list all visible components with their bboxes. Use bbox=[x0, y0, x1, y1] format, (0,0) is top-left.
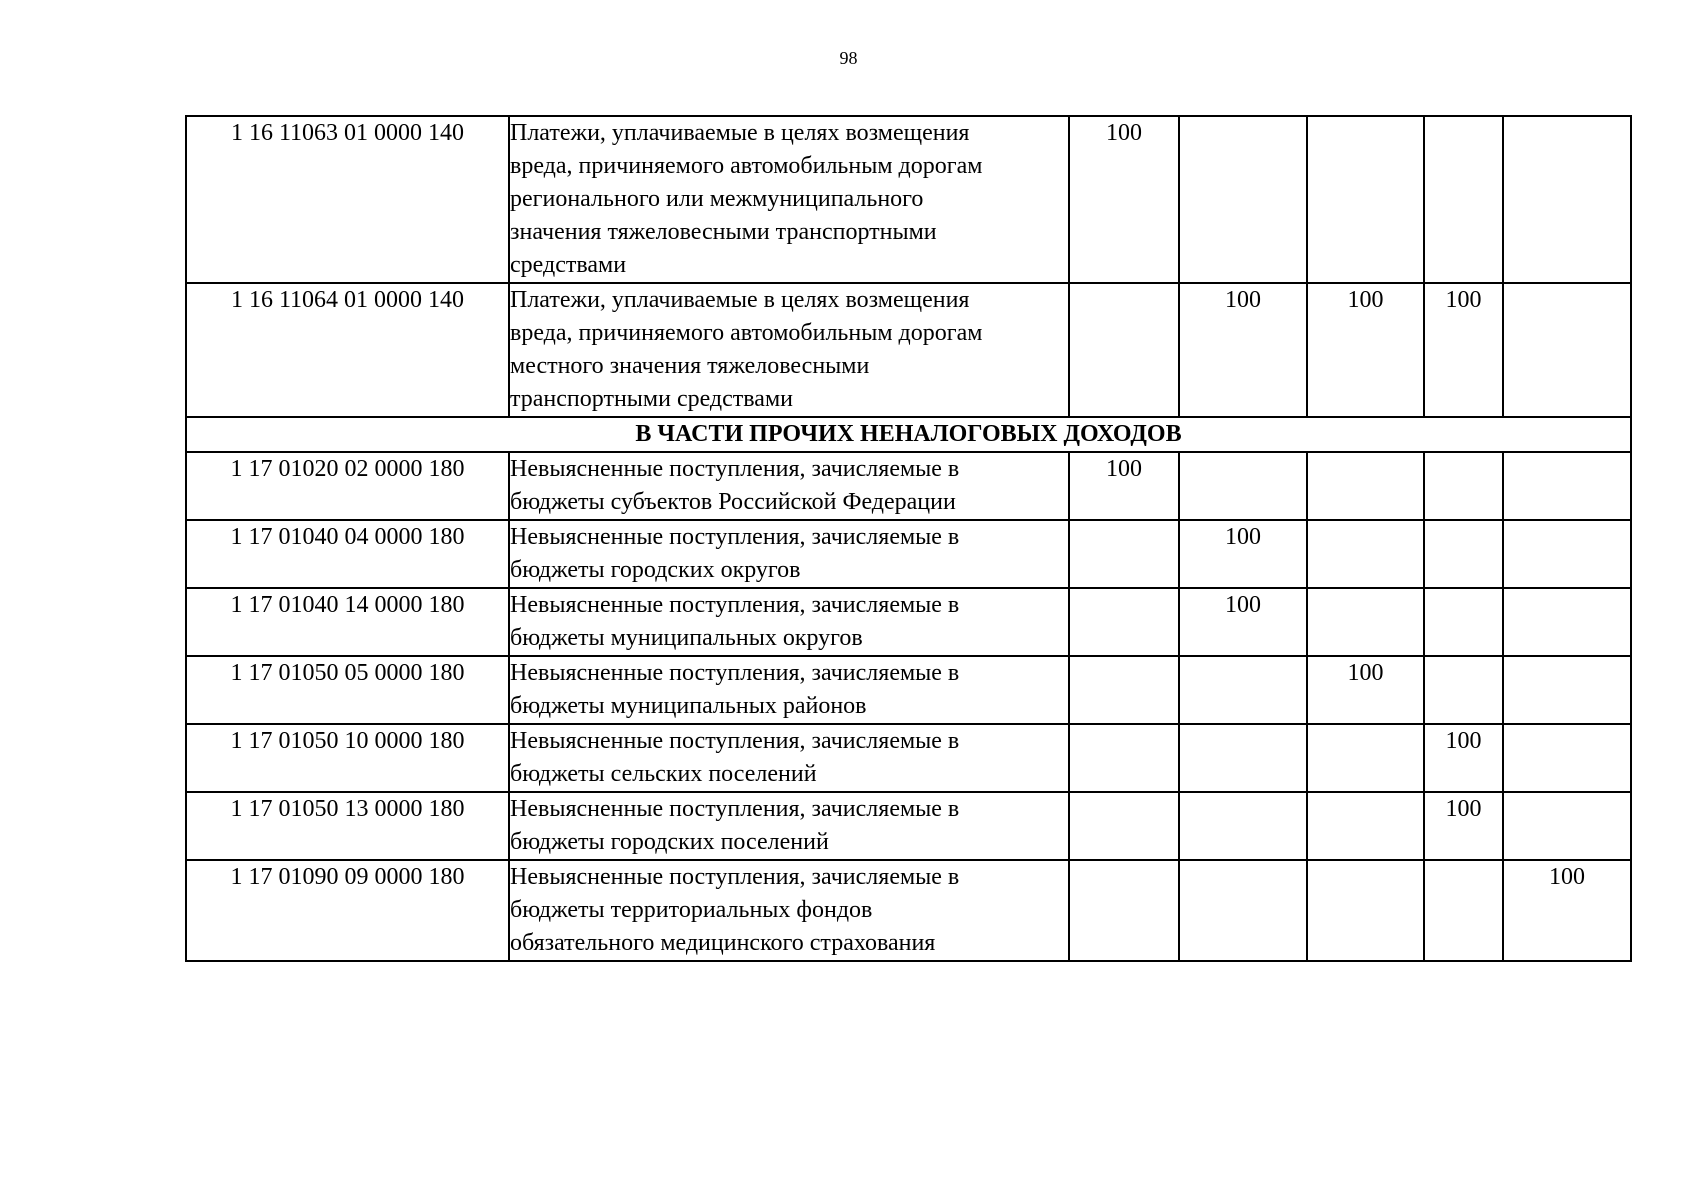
percentage-cell: 100 bbox=[1424, 792, 1503, 860]
description-cell bbox=[509, 283, 1069, 417]
percentage-cell bbox=[1503, 520, 1631, 588]
table-row bbox=[186, 588, 1631, 656]
table-row bbox=[186, 520, 1631, 588]
percentage-cell bbox=[1179, 724, 1307, 792]
table-row bbox=[186, 656, 1631, 724]
description-cell bbox=[509, 656, 1069, 724]
table-row bbox=[186, 452, 1631, 520]
description-line: бюджеты территориальных фондов bbox=[510, 897, 873, 923]
description-line: Невыясненные поступления, зачисляемые в bbox=[510, 728, 960, 754]
table-row bbox=[186, 792, 1631, 860]
budget-code-cell: 1 17 01050 13 0000 180 bbox=[186, 792, 509, 860]
description-line: бюджеты субъектов Российской Федерации bbox=[510, 489, 956, 515]
table-row bbox=[186, 860, 1631, 961]
percentage-cell: 100 bbox=[1069, 116, 1179, 283]
description-cell bbox=[509, 452, 1069, 520]
budget-code-cell: 1 17 01050 05 0000 180 bbox=[186, 656, 509, 724]
percentage-cell bbox=[1424, 656, 1503, 724]
description-cell bbox=[509, 724, 1069, 792]
description-line: вреда, причиняемого автомобильным дорогам bbox=[510, 153, 983, 179]
budget-code-cell: 1 17 01090 09 0000 180 bbox=[186, 860, 509, 961]
percentage-cell: 100 bbox=[1424, 724, 1503, 792]
description-line: бюджеты городских округов bbox=[510, 557, 801, 583]
percentage-cell bbox=[1424, 116, 1503, 283]
description-line: Невыясненные поступления, зачисляемые в bbox=[510, 864, 960, 890]
percentage-cell bbox=[1424, 588, 1503, 656]
description-line: Невыясненные поступления, зачисляемые в bbox=[510, 796, 960, 822]
section-header-row bbox=[186, 417, 1631, 452]
description-cell bbox=[509, 792, 1069, 860]
description-line: обязательного медицинского страхования bbox=[510, 930, 936, 956]
percentage-cell bbox=[1069, 283, 1179, 417]
percentage-cell bbox=[1069, 656, 1179, 724]
percentage-cell: 100 bbox=[1424, 283, 1503, 417]
description-line: бюджеты муниципальных районов bbox=[510, 693, 867, 719]
percentage-cell bbox=[1424, 520, 1503, 588]
description-line: Платежи, уплачиваемые в целях возмещения bbox=[510, 120, 970, 146]
percentage-cell bbox=[1069, 724, 1179, 792]
description-line: Невыясненные поступления, зачисляемые в bbox=[510, 592, 960, 618]
percentage-cell bbox=[1503, 283, 1631, 417]
table-body bbox=[186, 116, 1631, 961]
description-line: Невыясненные поступления, зачисляемые в bbox=[510, 456, 960, 482]
section-title: В ЧАСТИ ПРОЧИХ НЕНАЛОГОВЫХ ДОХОДОВ bbox=[186, 417, 1631, 452]
table-row bbox=[186, 283, 1631, 417]
percentage-cell: 100 bbox=[1179, 588, 1307, 656]
description-line: бюджеты сельских поселений bbox=[510, 761, 817, 787]
percentage-cell bbox=[1503, 116, 1631, 283]
description-cell bbox=[509, 520, 1069, 588]
budget-code-cell: 1 16 11063 01 0000 140 bbox=[186, 116, 509, 283]
percentage-cell bbox=[1069, 860, 1179, 961]
percentage-cell bbox=[1179, 452, 1307, 520]
percentage-cell bbox=[1424, 452, 1503, 520]
percentage-cell bbox=[1307, 452, 1424, 520]
percentage-cell bbox=[1307, 116, 1424, 283]
description-line: бюджеты городских поселений bbox=[510, 829, 829, 855]
budget-code-cell: 1 17 01040 14 0000 180 bbox=[186, 588, 509, 656]
description-cell bbox=[509, 588, 1069, 656]
percentage-cell bbox=[1069, 792, 1179, 860]
percentage-cell bbox=[1307, 588, 1424, 656]
description-cell bbox=[509, 860, 1069, 961]
description-line: Невыясненные поступления, зачисляемые в bbox=[510, 524, 960, 550]
description-line: значения тяжеловесными транспортными bbox=[510, 219, 937, 245]
percentage-cell: 100 bbox=[1179, 520, 1307, 588]
percentage-cell bbox=[1179, 860, 1307, 961]
budget-code-cell: 1 17 01040 04 0000 180 bbox=[186, 520, 509, 588]
description-line: Платежи, уплачиваемые в целях возмещения bbox=[510, 287, 970, 313]
percentage-cell bbox=[1069, 520, 1179, 588]
budget-code-cell: 1 16 11064 01 0000 140 bbox=[186, 283, 509, 417]
percentage-cell bbox=[1179, 656, 1307, 724]
percentage-cell bbox=[1503, 792, 1631, 860]
description-cell bbox=[509, 116, 1069, 283]
percentage-cell bbox=[1307, 520, 1424, 588]
percentage-cell bbox=[1307, 860, 1424, 961]
budget-code-cell: 1 17 01050 10 0000 180 bbox=[186, 724, 509, 792]
table-row bbox=[186, 116, 1631, 283]
percentage-cell: 100 bbox=[1503, 860, 1631, 961]
budget-code-cell: 1 17 01020 02 0000 180 bbox=[186, 452, 509, 520]
percentage-cell bbox=[1503, 724, 1631, 792]
percentage-cell: 100 bbox=[1179, 283, 1307, 417]
percentage-cell bbox=[1069, 588, 1179, 656]
percentage-cell bbox=[1503, 588, 1631, 656]
table-row bbox=[186, 724, 1631, 792]
description-line: транспортными средствами bbox=[510, 386, 793, 412]
description-line: бюджеты муниципальных округов bbox=[510, 625, 863, 651]
description-line: вреда, причиняемого автомобильным дорогам bbox=[510, 320, 983, 346]
page-number: 98 bbox=[839, 48, 858, 68]
percentage-cell bbox=[1503, 656, 1631, 724]
percentage-cell bbox=[1179, 116, 1307, 283]
percentage-cell bbox=[1179, 792, 1307, 860]
description-line: регионального или межмуниципального bbox=[510, 186, 924, 212]
description-line: Невыясненные поступления, зачисляемые в bbox=[510, 660, 960, 686]
revenue-distribution-table bbox=[185, 115, 1632, 962]
description-line: средствами bbox=[510, 252, 627, 278]
description-line: местного значения тяжеловесными bbox=[510, 353, 870, 379]
percentage-cell: 100 bbox=[1069, 452, 1179, 520]
percentage-cell bbox=[1424, 860, 1503, 961]
percentage-cell: 100 bbox=[1307, 656, 1424, 724]
percentage-cell bbox=[1307, 724, 1424, 792]
percentage-cell: 100 bbox=[1307, 283, 1424, 417]
percentage-cell bbox=[1307, 792, 1424, 860]
percentage-cell bbox=[1503, 452, 1631, 520]
